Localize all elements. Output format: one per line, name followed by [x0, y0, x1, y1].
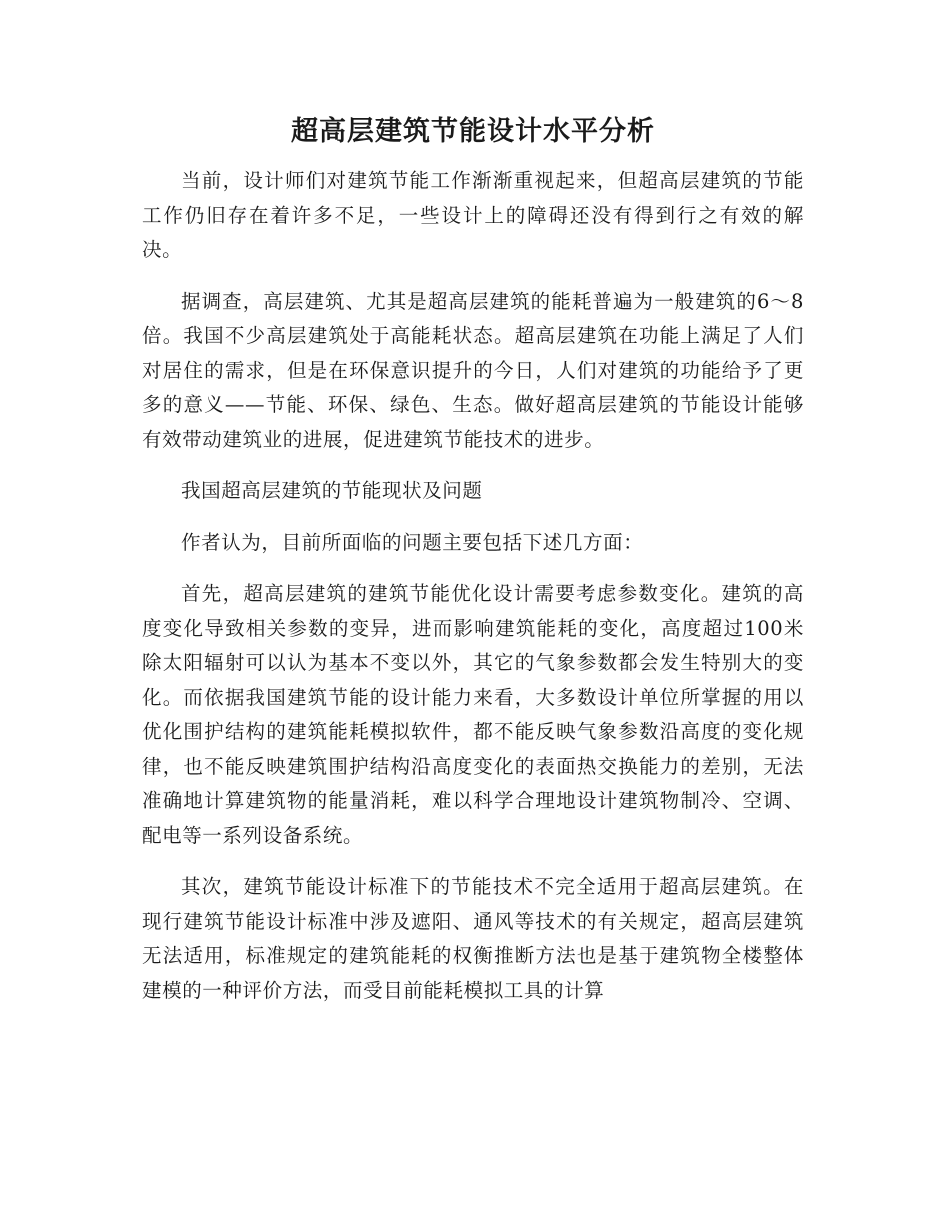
paragraph-intro: 当前，设计师们对建筑节能工作渐渐重视起来，但超高层建筑的节能工作仍旧存在着许多不足，一些设计上的障碍还没有得到行之有效的解决。 [142, 169, 804, 261]
document-title: 超高层建筑节能设计水平分析 [291, 116, 655, 147]
paragraph-first-issue: 首先，超高层建筑的建筑节能优化设计需要考虑参数变化。建筑的高度变化导致相关参数的变异，进而影响建筑能耗的变化，高度超过100米除太阳辐射可以认为基本不变以外，其它的气象参数都会发生特别大的变化。而依据我国建筑节能的设计能力来看，大多数设计单位所掌握的用以优化围护结构的建筑能耗模拟软件，都不能反映气象参数沿高度的变化规律，也不能反映建筑围护结构沿高度变化的表面热交换能力的差别，无法准确地计算建筑物的能量消耗，难以科学合理地设计建筑物制冷、空调、配电等一系列设备系统。 [142, 582, 804, 847]
paragraph-second-issue: 其次，建筑节能设计标准下的节能技术不完全适用于超高层建筑。在现行建筑节能设计标准中涉及遮阳、通风等技术的有关规定，超高层建筑无法适用，标准规定的建筑能耗的权衡推断方法也是基于建筑物全楼整体建模的一种评价方法，而受目前能耗模拟工具的计算 [142, 875, 804, 1002]
paragraph-survey: 据调查，高层建筑、尤其是超高层建筑的能耗普遍为一般建筑的6～8倍。我国不少高层建筑处于高能耗状态。超高层建筑在功能上满足了人们对居住的需求，但是在环保意识提升的今日，人们对建筑的功能给予了更多的意义——节能、环保、绿色、生态。做好超高层建筑的节能设计能够有效带动建筑业的进展，促进建筑节能技术的进步。 [142, 289, 804, 451]
section-heading: 我国超高层建筑的节能现状及问题 [181, 479, 483, 502]
paragraph-issues-intro: 作者认为，目前所面临的问题主要包括下述几方面： [181, 530, 644, 554]
document-body [142, 112, 804, 1025]
